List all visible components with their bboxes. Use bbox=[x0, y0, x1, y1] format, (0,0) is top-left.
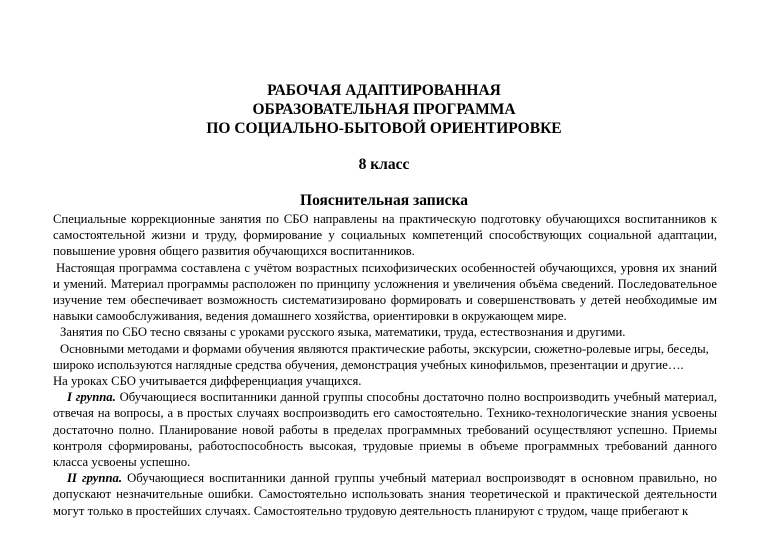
paragraph-connections: Занятия по СБО тесно связаны с уроками русского языка, математики, труда, естествознания и другими. bbox=[60, 325, 626, 340]
group-1-text: Обучающиеся воспитанники данной группы способны достаточно полно воспроизводить учебный материал, отвечая на вопросы, а в простых случаях воспроизводить его самостоятельно. Технико-технологические знания усвоены достаточно полно. Планирование новой работы в пределах программных требований осуществляют успешно. Приемы контроля сформированы, работоспособность высокая, трудовые приемы в объеме программных требований данного класса усвоены успешно. bbox=[53, 390, 718, 470]
paragraph-differentiation: На уроках СБО учитывается дифференциация учащихся. bbox=[53, 374, 362, 389]
title-line-1: РАБОЧАЯ АДАПТИРОВАННАЯ bbox=[267, 82, 501, 99]
grade-label: 8 класс bbox=[358, 156, 410, 173]
paragraph-intro: Специальные коррекционные занятия по СБО направлены на практическую подготовку обучающихся воспитанников к самостоятельной жизни и труду, формирование у социальных компетенций способствующих социальной адаптации, повышение уровня общего развития обучающихся воспитанников. bbox=[53, 212, 717, 259]
paragraph-group-1 bbox=[53, 389, 717, 470]
document-body bbox=[53, 211, 717, 519]
title-line-3: ПО СОЦИАЛЬНО-БЫТОВОЙ ОРИЕНТИРОВКЕ bbox=[206, 120, 562, 137]
title-line-2: ОБРАЗОВАТЕЛЬНАЯ ПРОГРАММА bbox=[252, 101, 516, 118]
section-heading: Пояснительная записка bbox=[300, 192, 468, 209]
paragraph-group-2 bbox=[53, 470, 717, 519]
paragraph-methods: Основными методами и формами обучения являются практические работы, экскурсии, сюжетно-ролевые игры, беседы, широко используются наглядные средства обучения, демонстрация учебных кинофильмов, презентации и другие…. bbox=[53, 341, 709, 372]
group-2-text: Обучающиеся воспитанники данной группы учебный материал воспроизводят в основном правильно, но допускают незначительные ошибки. Самостоятельно использовать знания теоретической и практической деятельности могут только в простейших случаях. Самостоятельно трудовую деятельность планируют с трудом, чаще прибегают к bbox=[53, 471, 717, 518]
group-1-label: I группа. bbox=[67, 390, 116, 405]
paragraph-program: Настоящая программа составлена с учётом возрастных психофизических особенностей обучающихся, уровня их знаний и умений. Материал программы расположен по принципу усложнения и увеличения объёма сведений. Последовательное изучение тем обеспечивает возможность систематизировано формировать и совершенствовать у детей необходимые им навыки самообслуживания, ведения домашнего хозяйства, ориентировки в окружающем мире. bbox=[53, 260, 717, 324]
group-2-label: II группа. bbox=[67, 471, 123, 486]
